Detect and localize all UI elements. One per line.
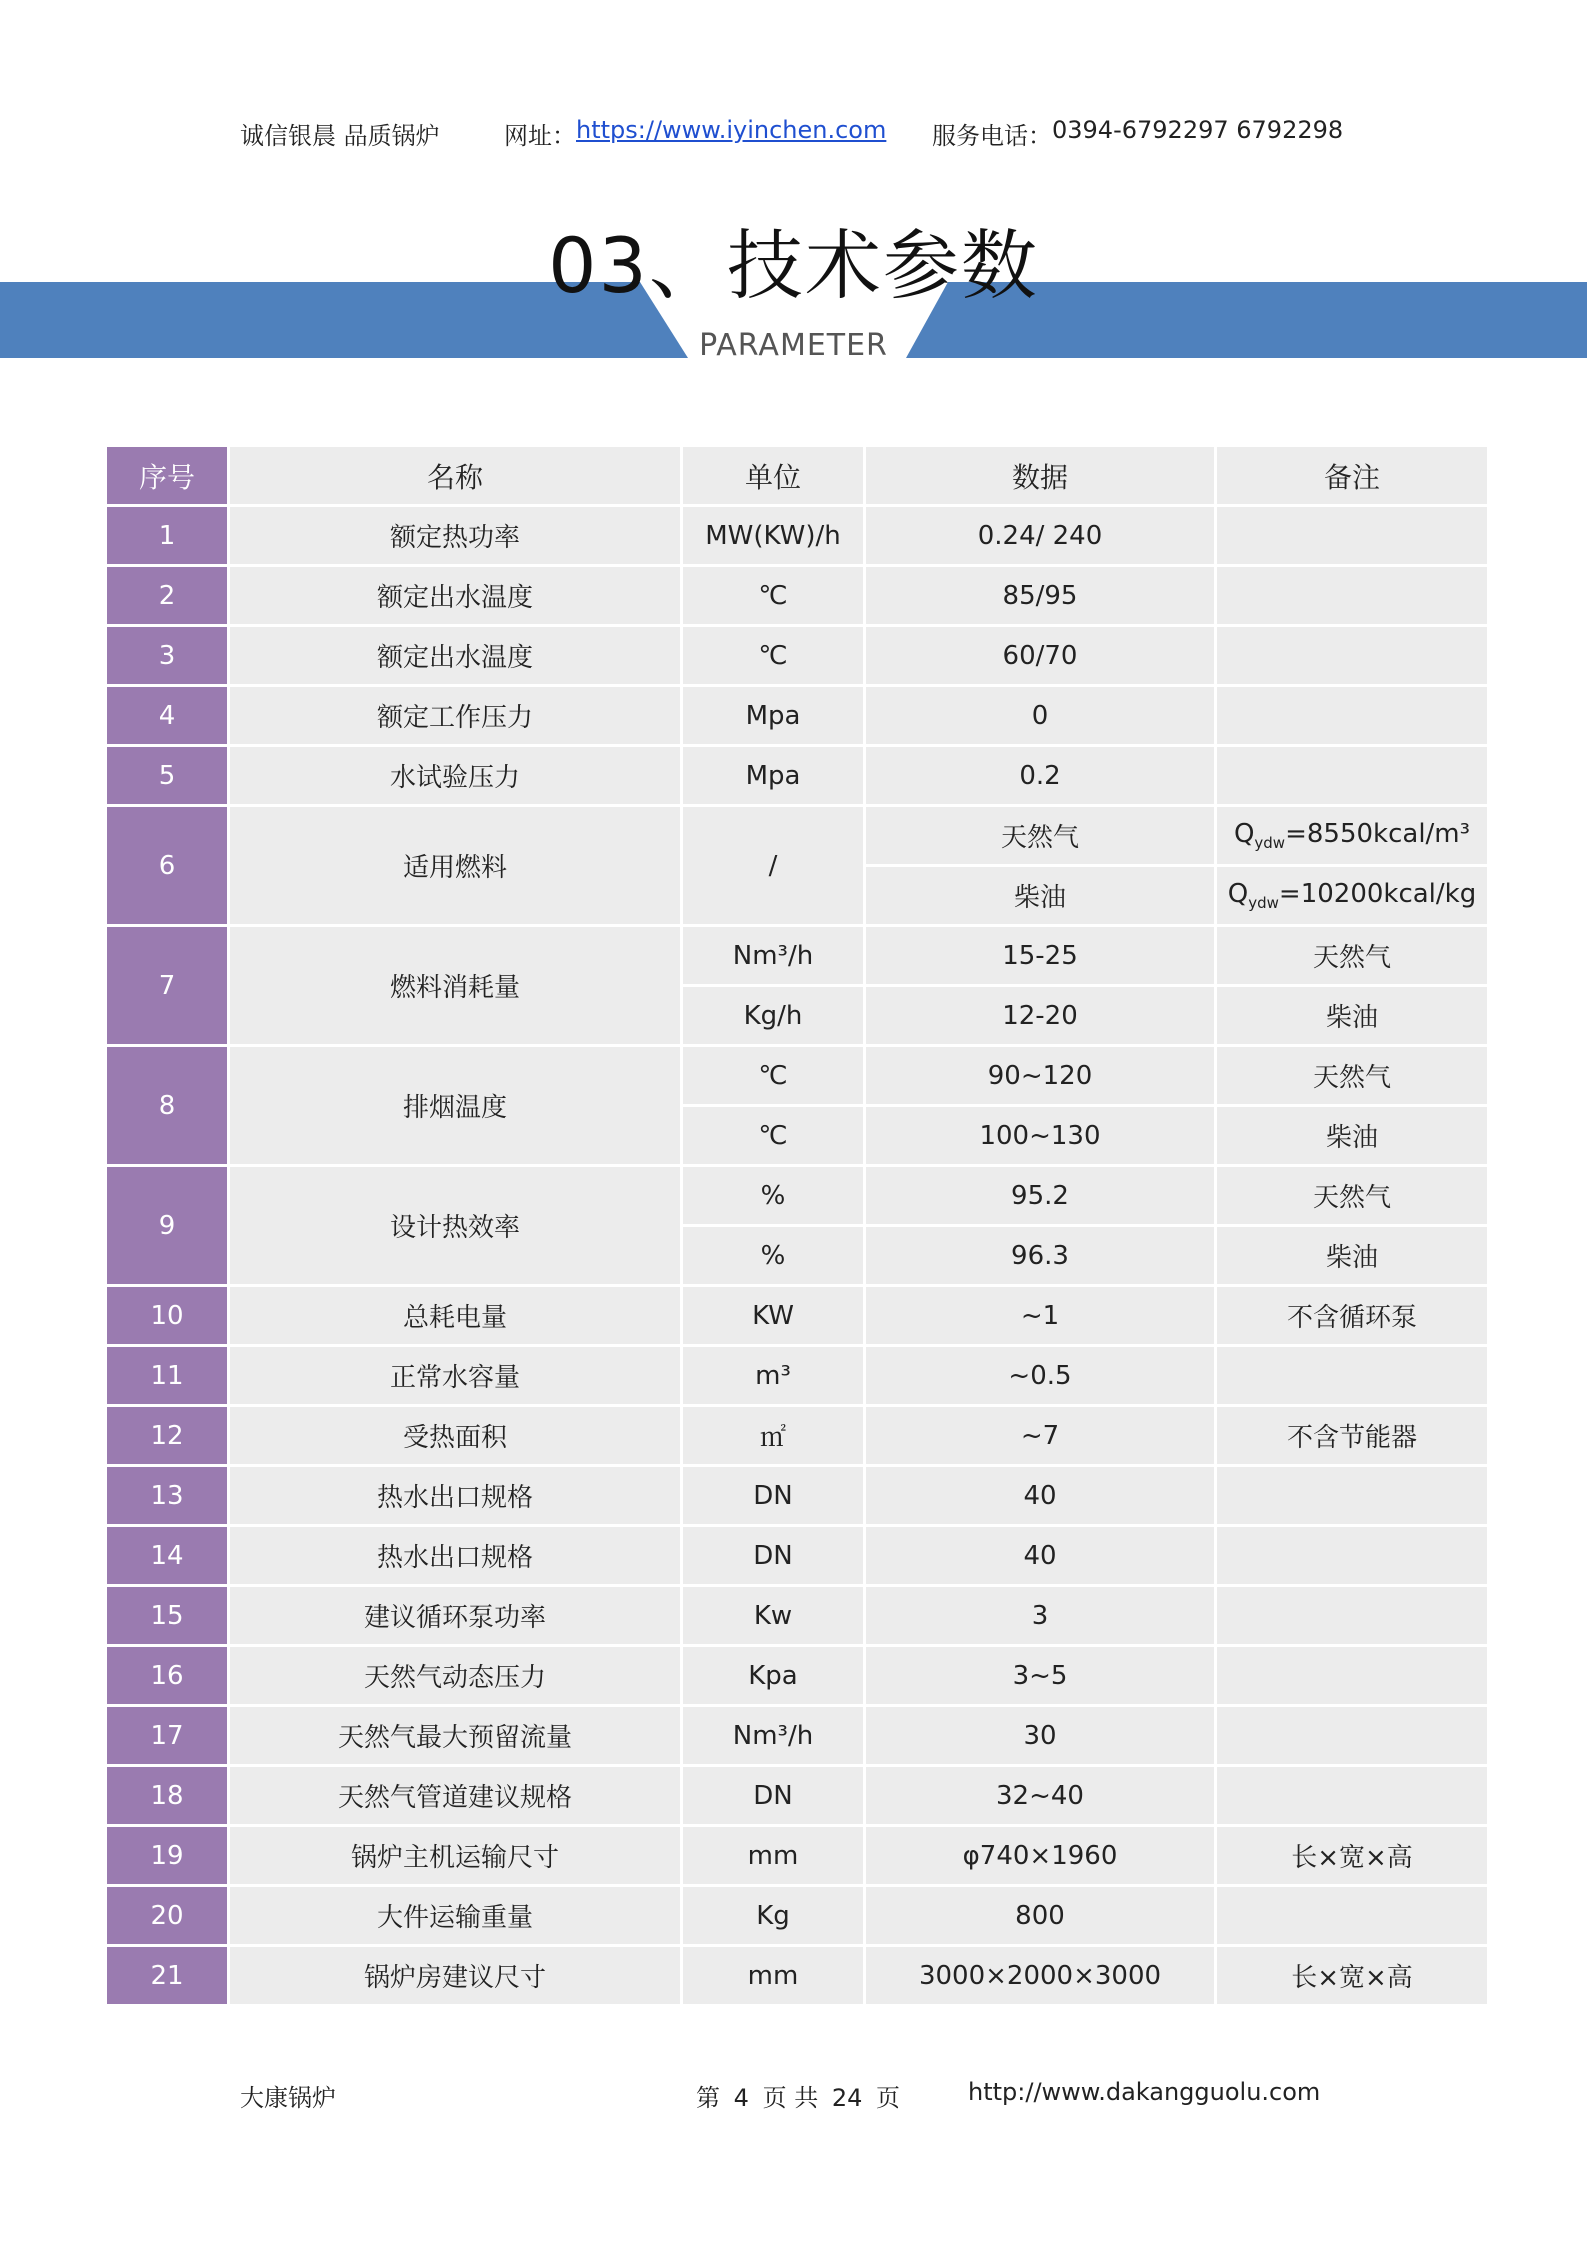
row-unit: Kpa [683,1647,863,1704]
row-note [1217,1887,1487,1944]
row-note [1217,867,1487,924]
row-note [1217,507,1487,564]
row-no: 14 [107,1527,227,1584]
row-no: 7 [107,927,227,1044]
header-note: 备注 [1217,447,1487,504]
row-unit: ℃ [683,1107,863,1164]
row-unit: Kg/h [683,987,863,1044]
row-note: 不含节能器 [1217,1407,1487,1464]
row-note [1217,1587,1487,1644]
row-unit: DN [683,1527,863,1584]
row-value: 60/70 [866,627,1214,684]
footer-page-current: 4 [733,2084,749,2112]
row-note: 不含循环泵 [1217,1287,1487,1344]
row-unit: % [683,1227,863,1284]
header-slogan: 诚信银晨 品质锅炉 [240,122,440,150]
row-note [1217,807,1487,864]
footer-website: http://www.dakangguolu.com [968,2078,1321,2106]
table-row [107,1527,1487,1584]
note-rest: =10200kcal/kg [1278,879,1477,909]
header-no: 序号 [107,447,227,504]
row-no: 3 [107,627,227,684]
table-row [107,1827,1487,1884]
row-unit: ℃ [683,1047,863,1104]
note-q: Q [1227,879,1249,909]
row-note: 柴油 [1217,1227,1487,1284]
row-value: 3 [866,1587,1214,1644]
row-unit: Mpa [683,687,863,744]
row-unit: mm [683,1947,863,2004]
table-header-row [107,447,1487,504]
row-value: ~7 [866,1407,1214,1464]
footer-page-prefix: 第 [696,2084,720,2112]
table-row [107,567,1487,624]
row-value: 95.2 [866,1167,1214,1224]
row-value: 800 [866,1887,1214,1944]
row-name: 额定出水温度 [230,627,680,684]
note-rest: =8550kcal/m³ [1285,819,1471,849]
header-phone: 0394-6792297 6792298 [1052,116,1344,144]
row-unit: DN [683,1467,863,1524]
row-value: 3~5 [866,1647,1214,1704]
row-note: 长×宽×高 [1217,1827,1487,1884]
table-row [107,1047,1487,1104]
row-no: 11 [107,1347,227,1404]
row-value: 12-20 [866,987,1214,1044]
row-unit: / [683,807,863,924]
row-note [1217,627,1487,684]
table-row [107,507,1487,564]
table-row [107,807,1487,864]
row-name: 排烟温度 [230,1047,680,1164]
row-no: 9 [107,1167,227,1284]
footer-page-number [696,2078,900,2113]
row-name: 正常水容量 [230,1347,680,1404]
row-name: 热水出口规格 [230,1467,680,1524]
parameter-table [104,444,1490,2007]
footer-page-total: 24 [831,2084,863,2112]
table-row [107,1587,1487,1644]
row-note: 天然气 [1217,927,1487,984]
row-value: 32~40 [866,1767,1214,1824]
row-note [1217,747,1487,804]
row-unit: Mpa [683,747,863,804]
row-value: 0 [866,687,1214,744]
row-name: 额定工作压力 [230,687,680,744]
row-note [1217,1527,1487,1584]
row-value: 40 [866,1467,1214,1524]
row-unit: Nm³/h [683,1707,863,1764]
row-no: 12 [107,1407,227,1464]
row-unit: ℃ [683,567,863,624]
row-value: 柴油 [866,867,1214,924]
row-no: 1 [107,507,227,564]
row-value: ~1 [866,1287,1214,1344]
row-value: 0.24/ 240 [866,507,1214,564]
row-note [1217,567,1487,624]
row-name: 锅炉主机运输尺寸 [230,1827,680,1884]
row-note: 天然气 [1217,1167,1487,1224]
row-value: 85/95 [866,567,1214,624]
row-unit: Kg [683,1887,863,1944]
table-row [107,1347,1487,1404]
row-name: 设计热效率 [230,1167,680,1284]
row-no: 13 [107,1467,227,1524]
row-no: 21 [107,1947,227,2004]
table-row [107,1887,1487,1944]
row-no: 6 [107,807,227,924]
row-note: 长×宽×高 [1217,1947,1487,2004]
row-note: 柴油 [1217,987,1487,1044]
row-value: 40 [866,1527,1214,1584]
row-no: 18 [107,1767,227,1824]
row-unit: ℃ [683,627,863,684]
section-title: 03、技术参数 [548,221,1039,310]
row-note [1217,1647,1487,1704]
row-unit: Nm³/h [683,927,863,984]
row-name: 大件运输重量 [230,1887,680,1944]
row-no: 10 [107,1287,227,1344]
row-value: 天然气 [866,807,1214,864]
table-row [107,1767,1487,1824]
footer-company: 大康锅炉 [240,2084,336,2112]
row-value: 96.3 [866,1227,1214,1284]
row-unit: KW [683,1287,863,1344]
row-value: 30 [866,1707,1214,1764]
row-unit: DN [683,1767,863,1824]
row-no: 15 [107,1587,227,1644]
row-note [1217,1467,1487,1524]
row-value: 100~130 [866,1107,1214,1164]
row-no: 17 [107,1707,227,1764]
row-unit: % [683,1167,863,1224]
table-row [107,747,1487,804]
row-value: 3000×2000×3000 [866,1947,1214,2004]
row-value: 15-25 [866,927,1214,984]
header-phone-label: 服务电话： [932,122,1052,150]
row-unit: ㎡ [683,1407,863,1464]
table-row [107,627,1487,684]
row-note [1217,1347,1487,1404]
row-name: 额定出水温度 [230,567,680,624]
section-subtitle: PARAMETER [699,328,888,363]
row-no: 8 [107,1047,227,1164]
row-name: 建议循环泵功率 [230,1587,680,1644]
table-row [107,1287,1487,1344]
row-value: ~0.5 [866,1347,1214,1404]
header-website-label: 网址： [504,122,576,150]
row-name: 锅炉房建议尺寸 [230,1947,680,2004]
table-row [107,1167,1487,1224]
table-row [107,1947,1487,2004]
row-value: 0.2 [866,747,1214,804]
row-value: 90~120 [866,1047,1214,1104]
row-note [1217,1767,1487,1824]
row-unit: m³ [683,1347,863,1404]
header-website-link[interactable]: https://www.iyinchen.com [576,116,887,144]
table-row [107,1407,1487,1464]
table-row [107,1707,1487,1764]
row-unit: mm [683,1827,863,1884]
footer-page-middle: 页 共 [762,2084,819,2112]
row-name: 水试验压力 [230,747,680,804]
footer-page-suffix: 页 [876,2084,901,2112]
row-name: 受热面积 [230,1407,680,1464]
row-name: 天然气动态压力 [230,1647,680,1704]
row-name: 额定热功率 [230,507,680,564]
note-subscript: ydw [1248,894,1279,912]
row-name: 天然气管道建议规格 [230,1767,680,1824]
row-no: 4 [107,687,227,744]
table-row [107,1467,1487,1524]
note-q: Q [1233,819,1255,849]
row-no: 19 [107,1827,227,1884]
row-name: 燃料消耗量 [230,927,680,1044]
table-row [107,927,1487,984]
header-unit: 单位 [683,447,863,504]
row-value: φ740×1960 [866,1827,1214,1884]
row-note: 柴油 [1217,1107,1487,1164]
row-note [1217,687,1487,744]
row-name: 总耗电量 [230,1287,680,1344]
row-name: 适用燃料 [230,807,680,924]
row-note: 天然气 [1217,1047,1487,1104]
row-no: 16 [107,1647,227,1704]
row-name: 天然气最大预留流量 [230,1707,680,1764]
row-note [1217,1707,1487,1764]
row-no: 5 [107,747,227,804]
table-row [107,1647,1487,1704]
table-row [107,687,1487,744]
header-name: 名称 [230,447,680,504]
row-no: 2 [107,567,227,624]
note-subscript: ydw [1254,834,1286,852]
header-value: 数据 [866,447,1214,504]
row-unit: Kw [683,1587,863,1644]
row-name: 热水出口规格 [230,1527,680,1584]
row-no: 20 [107,1887,227,1944]
row-unit: MW(KW)/h [683,507,863,564]
